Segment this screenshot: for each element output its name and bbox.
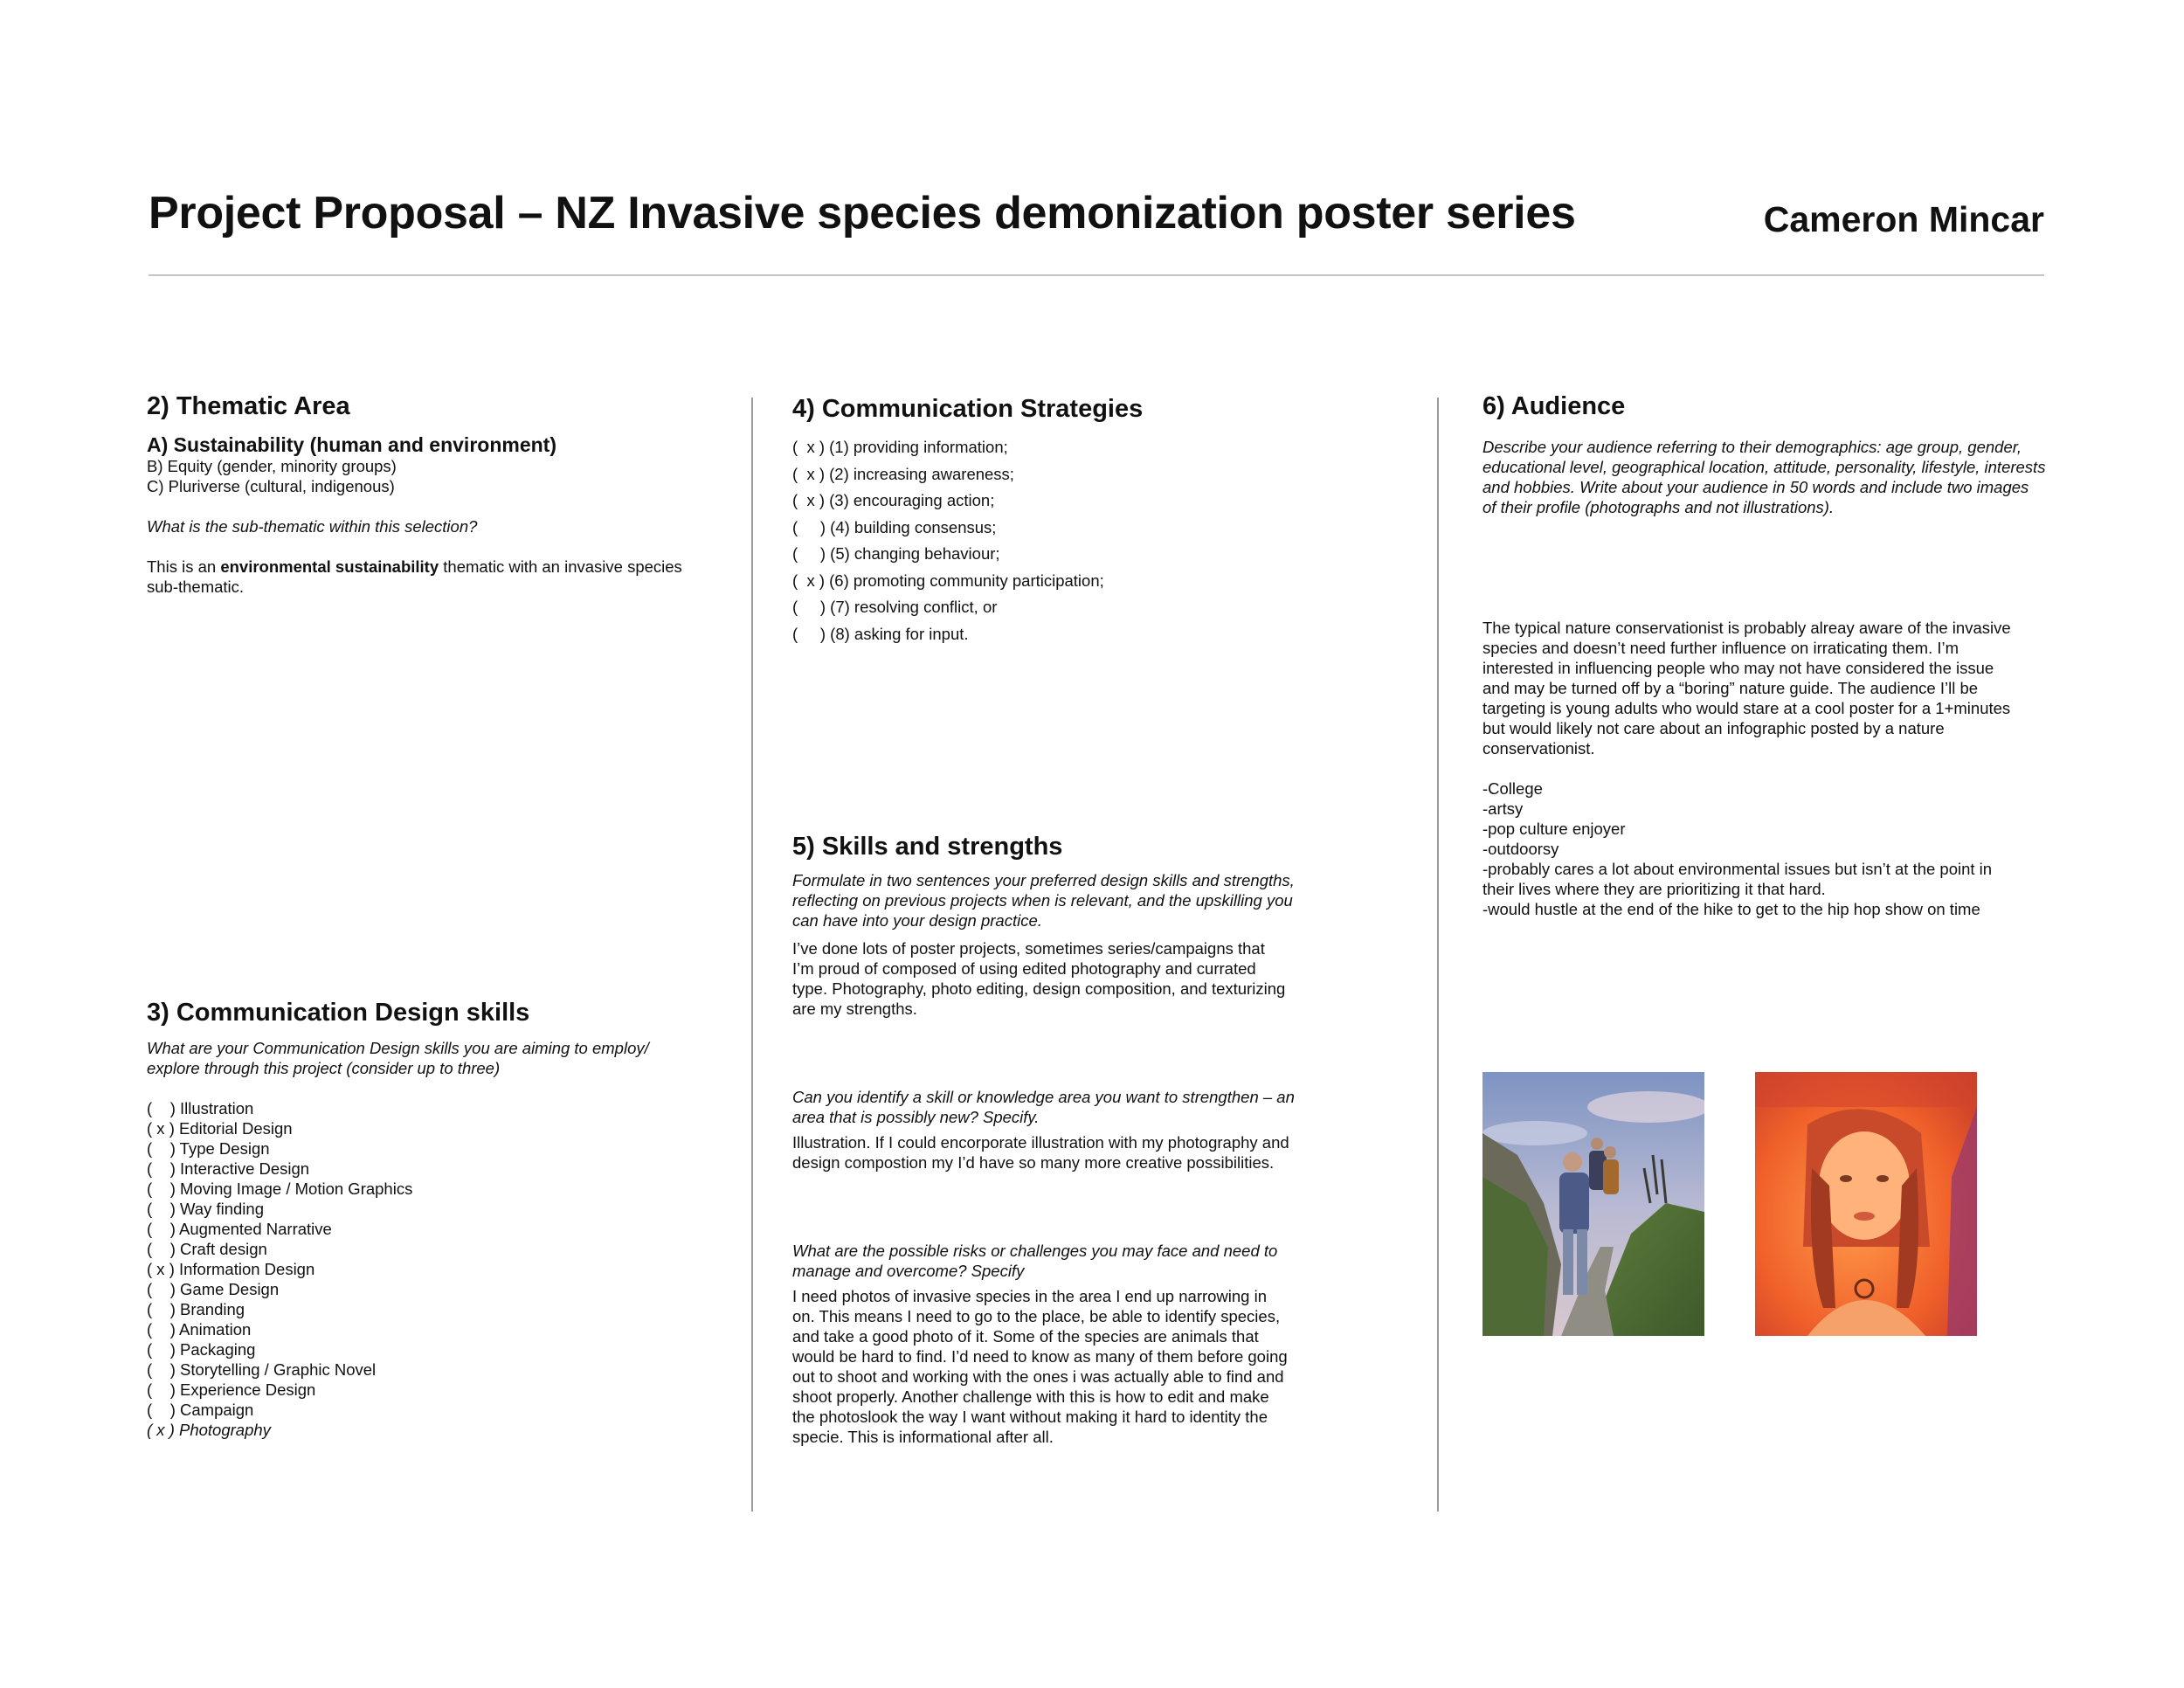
design-skill-item: ( ) Campaign <box>147 1401 254 1419</box>
strategy-item: ( ) (7) resolving conflict, or <box>792 598 998 616</box>
design-skill-item: ( x ) Editorial Design <box>147 1119 293 1138</box>
thematic-option-b: B) Equity (gender, minority groups) <box>147 457 397 475</box>
skills-section <box>792 832 1308 1447</box>
design-skill-item: ( ) Experience Design <box>147 1380 316 1399</box>
design-skill-item: ( ) Type Design <box>147 1139 270 1158</box>
design-skill-item: ( x ) Information Design <box>147 1260 315 1278</box>
design-skill-item: ( ) Way finding <box>147 1200 264 1218</box>
strategies-section <box>792 394 1404 647</box>
design-skills-heading: 3) Communication Design skills <box>147 999 530 1027</box>
thematic-question: What is the sub-thematic within this selection? <box>147 517 478 536</box>
skills-answer-strengths: I’ve done lots of poster projects, sometimes series/campaigns that I’m proud of composed of using edited photography and currated type. Photography, photo editing, design composition, and texturizing are my strengths. <box>792 939 1286 1018</box>
audience-heading: 6) Audience <box>1482 392 1626 420</box>
design-skill-item: ( x ) Photography <box>147 1421 271 1439</box>
audience-trait: -College <box>1482 779 1543 798</box>
thematic-answer-bold: environmental sustainability <box>220 557 439 576</box>
design-skill-item: ( ) Moving Image / Motion Graphics <box>147 1180 413 1198</box>
thematic-section <box>147 391 723 597</box>
strategy-item: ( ) (8) asking for input. <box>792 624 969 643</box>
thematic-answer <box>147 557 706 597</box>
audience-prompt: Describe your audience referring to their demographics: age group, gender, educational level, geographical location, attitude, personality, lifestyle, interests and hobbies. Write about your audience in 50 words and include two images of their profile (photographs and not illustrations). <box>1482 438 2046 516</box>
page-title: Project Proposal – NZ Invasive species demonization poster series <box>149 188 1576 239</box>
design-skill-item: ( ) Branding <box>147 1300 245 1318</box>
header-divider <box>149 274 2044 276</box>
audience-trait: -outdoorsy <box>1482 840 1559 858</box>
strategy-item: ( x ) (2) increasing awareness; <box>792 464 1014 483</box>
audience-trait: -artsy <box>1482 799 1524 818</box>
design-skill-item: ( ) Packaging <box>147 1340 256 1359</box>
design-skill-item: ( ) Storytelling / Graphic Novel <box>147 1360 377 1379</box>
strategy-item: ( x ) (1) providing information; <box>792 438 1008 456</box>
design-skills-prompt: What are your Communication Design skills you are aiming to employ/ explore through this project (consider up to three) <box>147 1039 649 1077</box>
strategy-item: ( ) (5) changing behaviour; <box>792 544 1000 563</box>
audience-photo-portrait <box>1755 1072 1977 1336</box>
audience-trait: -pop culture enjoyer <box>1482 820 1626 838</box>
audience-section <box>1482 391 2059 919</box>
audience-traits-list <box>1482 778 2020 919</box>
thematic-answer-pre: This is an <box>147 557 221 576</box>
design-skill-item: ( ) Craft design <box>147 1240 267 1258</box>
design-skill-item: ( ) Game Design <box>147 1280 280 1298</box>
thematic-option-c: C) Pluriverse (cultural, indigenous) <box>147 477 395 495</box>
column-divider-left <box>751 398 753 1512</box>
strategy-item: ( x ) (6) promoting community participation; <box>792 571 1104 590</box>
column-divider-right <box>1437 398 1439 1512</box>
strategies-list <box>792 434 1404 647</box>
audience-answer: The typical nature conservationist is probably alreay aware of the invasive species and doesn’t need further influence on irraticating them. I’m interested in influencing people who may not have considered the issue and may be turned off by a “boring” nature guide. The audience I’ll be targeting is young adults who would stare at a cool poster for a 1+minutes but would likely not care about an infographic posted by a nature conservationist. <box>1482 619 2011 758</box>
audience-trait: -would hustle at the end of the hike to get to the hip hop show on time <box>1482 900 1980 918</box>
design-skill-item: ( ) Interactive Design <box>147 1159 310 1178</box>
skills-answer-risks: I need photos of invasive species in the area I end up narrowing in on. This means I need to go to the place, be able to identify species, and take a good photo of it. Some of the species are animals that would be hard to find. I’d need to know as many of them before going out to shoot and working with the ones i was actually able to find and shoot properly. Another challenge with this is how to edit and make the photoslook the way I want without making it hard to identity the specie. This is informational after all. <box>792 1287 1288 1446</box>
skills-prompt-new-area: Can you identify a skill or knowledge area you want to strengthen – an area that is possibly new? Specify. <box>792 1088 1295 1126</box>
skills-heading: 5) Skills and strengths <box>792 833 1063 861</box>
thematic-answer-post: thematic with an invasive species sub-thematic. <box>147 557 682 596</box>
skills-answer-new-area: Illustration. If I could encorporate illustration with my photography and design compostion my I’d have so many more creative possibilities. <box>792 1133 1289 1172</box>
audience-trait: -probably cares a lot about environmental issues but isn’t at the point in their lives where they are prioritizing it that hard. <box>1482 860 1993 898</box>
author-name: Cameron Mincar <box>1763 199 2044 239</box>
design-skill-item: ( ) Augmented Narrative <box>147 1220 332 1238</box>
design-skill-item: ( ) Animation <box>147 1320 252 1339</box>
design-skills-list <box>147 1098 723 1440</box>
audience-photo-hikers <box>1482 1072 1704 1336</box>
skills-prompt-risks: What are the possible risks or challenges you may face and need to manage and overcome? Specify <box>792 1242 1278 1280</box>
thematic-option-a: A) Sustainability (human and environment) <box>147 433 556 456</box>
design-skill-item: ( ) Illustration <box>147 1099 254 1117</box>
strategy-item: ( ) (4) building consensus; <box>792 517 997 536</box>
strategy-item: ( x ) (3) encouraging action; <box>792 491 995 509</box>
strategies-heading: 4) Communication Strategies <box>792 395 1144 423</box>
skills-prompt-strengths: Formulate in two sentences your preferred design skills and strengths, reflecting on previous projects when is relevant, and the upskilling you can have into your design practice. <box>792 871 1295 930</box>
thematic-heading: 2) Thematic Area <box>147 392 350 420</box>
design-skills-section <box>147 998 723 1440</box>
